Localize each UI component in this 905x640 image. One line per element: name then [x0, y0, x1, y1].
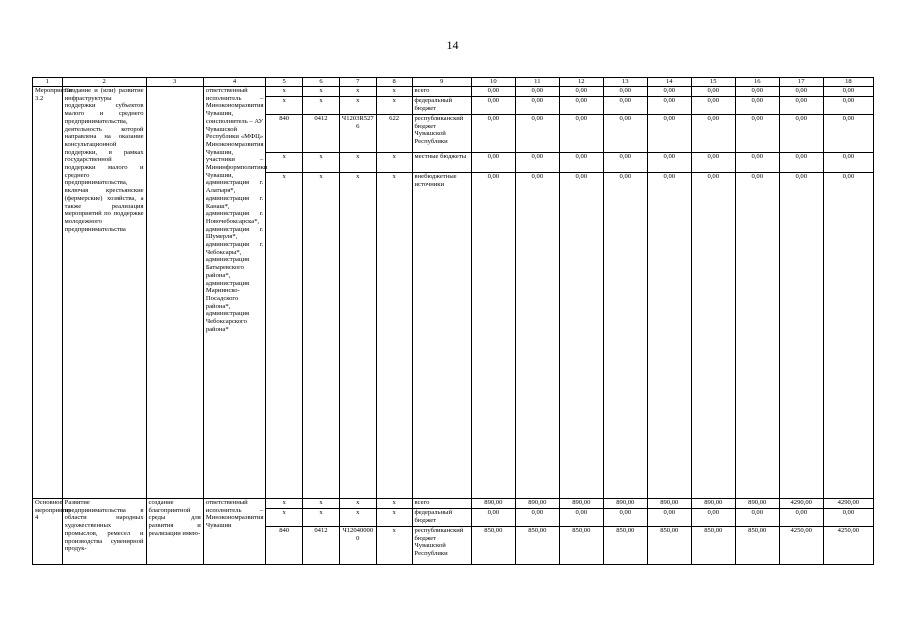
- amount-cell: 0,00: [647, 509, 691, 527]
- header-cell: 10: [471, 78, 515, 87]
- expense-type-code: x: [376, 527, 412, 565]
- amount-cell: 0,00: [471, 115, 515, 153]
- amount-cell: 850,00: [647, 527, 691, 565]
- amount-cell: 0,00: [823, 173, 873, 499]
- target-article-code: x: [339, 87, 376, 97]
- amount-cell: 0,00: [515, 97, 559, 115]
- amount-cell: 0,00: [779, 509, 823, 527]
- target-article-code: x: [339, 97, 376, 115]
- amount-cell: 0,00: [647, 173, 691, 499]
- amount-cell: 0,00: [779, 87, 823, 97]
- amount-cell: 0,00: [515, 509, 559, 527]
- amount-cell: 0,00: [823, 87, 873, 97]
- section-code: x: [303, 173, 340, 499]
- header-cell: 8: [376, 78, 412, 87]
- funding-source: всего: [412, 87, 471, 97]
- header-cell: 17: [779, 78, 823, 87]
- amount-cell: 0,00: [691, 153, 735, 173]
- section-code: x: [303, 153, 340, 173]
- section-code: x: [303, 87, 340, 97]
- amount-cell: 0,00: [823, 115, 873, 153]
- grbs-code: x: [266, 509, 303, 527]
- header-cell: 6: [303, 78, 340, 87]
- amount-cell: 0,00: [735, 153, 779, 173]
- funding-source: местные бюджеты: [412, 153, 471, 173]
- expense-type-code: x: [376, 97, 412, 115]
- amount-cell: 0,00: [647, 153, 691, 173]
- amount-cell: 0,00: [559, 87, 603, 97]
- amount-cell: 890,00: [647, 499, 691, 509]
- amount-cell: 0,00: [779, 97, 823, 115]
- header-cell: 5: [266, 78, 303, 87]
- activity-executor: ответственный исполнитель – Минэкономразвития Чувашии, соисполнитель – АУ Чувашской Республики «МФЦ» Минэкономразвития Чувашии, участники – Мининформполитики Чувашии, администрация г. Алатыря*, администрация г. Канаш*, администрация г. Новочебоксарска*, администрация г. Шумерля*, администрация г. Чебоксары*, администрация Батыревского района*, администрация Мариинско-Посадского района*, администрация Чебоксарского района*: [203, 87, 265, 499]
- expense-type-code: 622: [376, 115, 412, 153]
- amount-cell: 890,00: [515, 499, 559, 509]
- header-cell: 12: [559, 78, 603, 87]
- grbs-code: x: [266, 97, 303, 115]
- budget-table: [32, 77, 874, 565]
- grbs-code: 840: [266, 527, 303, 565]
- amount-cell: 0,00: [603, 173, 647, 499]
- amount-cell: 4290,00: [779, 499, 823, 509]
- expense-type-code: x: [376, 153, 412, 173]
- amount-cell: 0,00: [559, 153, 603, 173]
- amount-cell: 0,00: [515, 153, 559, 173]
- amount-cell: 0,00: [735, 97, 779, 115]
- amount-cell: 890,00: [735, 499, 779, 509]
- expense-type-code: x: [376, 87, 412, 97]
- section-code: 0412: [303, 527, 340, 565]
- header-cell: 9: [412, 78, 471, 87]
- amount-cell: 0,00: [735, 115, 779, 153]
- amount-cell: 0,00: [515, 115, 559, 153]
- grbs-code: 840: [266, 115, 303, 153]
- amount-cell: 0,00: [603, 115, 647, 153]
- header-cell: 2: [62, 78, 146, 87]
- amount-cell: 0,00: [647, 87, 691, 97]
- header-cell: 14: [647, 78, 691, 87]
- amount-cell: 0,00: [559, 509, 603, 527]
- amount-cell: 0,00: [559, 173, 603, 499]
- amount-cell: 0,00: [691, 509, 735, 527]
- header-cell: 3: [146, 78, 203, 87]
- grbs-code: x: [266, 173, 303, 499]
- amount-cell: 0,00: [559, 97, 603, 115]
- amount-cell: 0,00: [471, 87, 515, 97]
- amount-cell: 0,00: [735, 173, 779, 499]
- amount-cell: 0,00: [471, 173, 515, 499]
- amount-cell: 850,00: [471, 527, 515, 565]
- amount-cell: 0,00: [603, 87, 647, 97]
- funding-source: республиканский бюджет Чувашской Республики: [412, 115, 471, 153]
- amount-cell: 0,00: [691, 97, 735, 115]
- amount-cell: 890,00: [691, 499, 735, 509]
- funding-source: федеральный бюджет: [412, 509, 471, 527]
- amount-cell: 0,00: [471, 509, 515, 527]
- amount-cell: 0,00: [603, 153, 647, 173]
- amount-cell: 850,00: [559, 527, 603, 565]
- amount-cell: 0,00: [647, 97, 691, 115]
- target-article-code: x: [339, 153, 376, 173]
- target-article-code: Ч120400000: [339, 527, 376, 565]
- target-article-code: x: [339, 499, 376, 509]
- amount-cell: 850,00: [735, 527, 779, 565]
- amount-cell: 4250,00: [779, 527, 823, 565]
- amount-cell: 0,00: [515, 87, 559, 97]
- activity-executor: ответственный исполнитель – Минэкономразвития Чувашии: [203, 499, 265, 565]
- amount-cell: 850,00: [691, 527, 735, 565]
- target-article-code: x: [339, 173, 376, 499]
- amount-cell: 890,00: [559, 499, 603, 509]
- amount-cell: 890,00: [471, 499, 515, 509]
- amount-cell: 0,00: [515, 173, 559, 499]
- grbs-code: x: [266, 499, 303, 509]
- amount-cell: 890,00: [603, 499, 647, 509]
- header-cell: 13: [603, 78, 647, 87]
- funding-source: федеральный бюджет: [412, 97, 471, 115]
- activity-goal: создание благоприятной среды для развития и реализации имею-: [146, 499, 203, 565]
- amount-cell: 0,00: [691, 87, 735, 97]
- header-cell: 15: [691, 78, 735, 87]
- funding-source: всего: [412, 499, 471, 509]
- header-cell: 1: [33, 78, 63, 87]
- table-row: [33, 87, 874, 97]
- header-row: [33, 78, 874, 87]
- amount-cell: 0,00: [559, 115, 603, 153]
- amount-cell: 0,00: [823, 153, 873, 173]
- amount-cell: 0,00: [823, 97, 873, 115]
- section-code: x: [303, 97, 340, 115]
- header-cell: 18: [823, 78, 873, 87]
- table-row: [33, 499, 874, 509]
- activity-description: Создание и (или) развитие инфраструктуры поддержки субъектов малого и среднего предпринимательства, деятельность которой направлена на оказание консультационной поддержки, в рамках государственной поддержки малого и среднего предпринимательства, включая крестьянские (фермерские) хозяйства, а также реализация мероприятий по поддержке молодежного предпринимательства: [62, 87, 146, 499]
- amount-cell: 0,00: [471, 153, 515, 173]
- grbs-code: x: [266, 87, 303, 97]
- amount-cell: 0,00: [603, 509, 647, 527]
- amount-cell: 0,00: [691, 115, 735, 153]
- amount-cell: 0,00: [735, 87, 779, 97]
- expense-type-code: x: [376, 509, 412, 527]
- amount-cell: 0,00: [779, 173, 823, 499]
- amount-cell: 4250,00: [823, 527, 873, 565]
- amount-cell: 4290,00: [823, 499, 873, 509]
- header-cell: 16: [735, 78, 779, 87]
- amount-cell: 0,00: [647, 115, 691, 153]
- activity-goal: [146, 87, 203, 499]
- header-cell: 4: [203, 78, 265, 87]
- activity-description: Развитие предпринимательства в области народных художественных промыслов, ремесел и производства сувенирной продук-: [62, 499, 146, 565]
- funding-source: внебюджетные источники: [412, 173, 471, 499]
- amount-cell: 850,00: [603, 527, 647, 565]
- header-cell: 7: [339, 78, 376, 87]
- activity-name: Основное мероприятие 4: [33, 499, 63, 565]
- target-article-code: x: [339, 509, 376, 527]
- section-code: x: [303, 509, 340, 527]
- amount-cell: 0,00: [603, 97, 647, 115]
- header-cell: 11: [515, 78, 559, 87]
- activity-name: Мероприятие 3.2: [33, 87, 63, 499]
- amount-cell: 0,00: [779, 153, 823, 173]
- section-code: 0412: [303, 115, 340, 153]
- page-number: 14: [446, 38, 459, 52]
- expense-type-code: x: [376, 173, 412, 499]
- grbs-code: x: [266, 153, 303, 173]
- amount-cell: 850,00: [515, 527, 559, 565]
- amount-cell: 0,00: [779, 115, 823, 153]
- amount-cell: 0,00: [735, 509, 779, 527]
- target-article-code: Ч1203R5276: [339, 115, 376, 153]
- section-code: x: [303, 499, 340, 509]
- funding-source: республиканский бюджет Чувашской Республики: [412, 527, 471, 565]
- expense-type-code: x: [376, 499, 412, 509]
- amount-cell: 0,00: [823, 509, 873, 527]
- amount-cell: 0,00: [691, 173, 735, 499]
- amount-cell: 0,00: [471, 97, 515, 115]
